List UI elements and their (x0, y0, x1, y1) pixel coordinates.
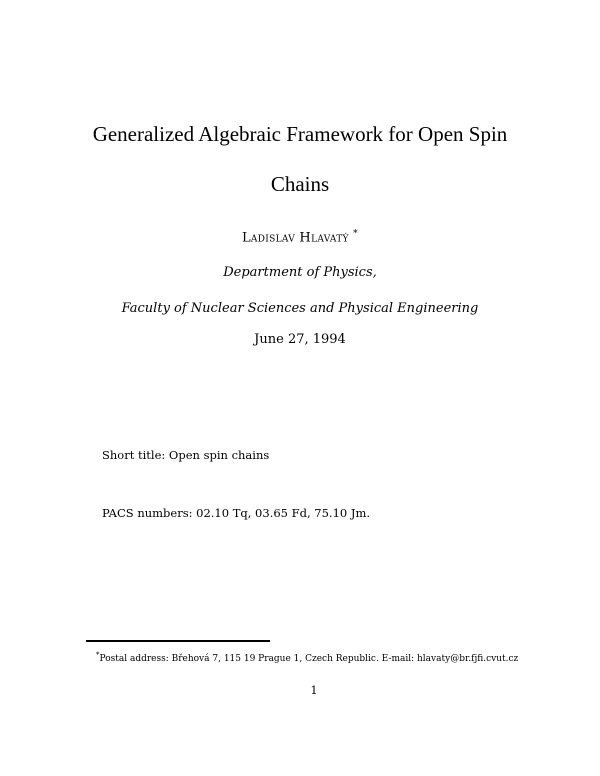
affiliation-faculty: Faculty of Nuclear Sciences and Physical Engineering (121, 301, 479, 316)
footnote (96, 651, 518, 664)
page-number: 1 (310, 684, 318, 697)
author-footnote-mark: * (353, 229, 358, 239)
footnote-rule (86, 640, 270, 642)
paper-date: June 27, 1994 (254, 332, 346, 347)
paper-title-line-2: Chains (270, 172, 330, 196)
short-title: Short title: Open spin chains (102, 448, 270, 462)
footnote-text: Postal address: Břehová 7, 115 19 Prague 1, Czech Republic. E-mail: hlavaty@br.fjfi.cvut.cz (99, 654, 519, 664)
affiliation-department: Department of Physics, (223, 265, 377, 280)
author-name: Ladislav Hlavatý (242, 230, 349, 246)
footnote-mark: * (96, 651, 100, 659)
author-line (0, 229, 600, 245)
paper-title-line-1: Generalized Algebraic Framework for Open Spin (92, 122, 508, 146)
pacs-numbers: PACS numbers: 02.10 Tq, 03.65 Fd, 75.10 Jm. (102, 506, 371, 520)
